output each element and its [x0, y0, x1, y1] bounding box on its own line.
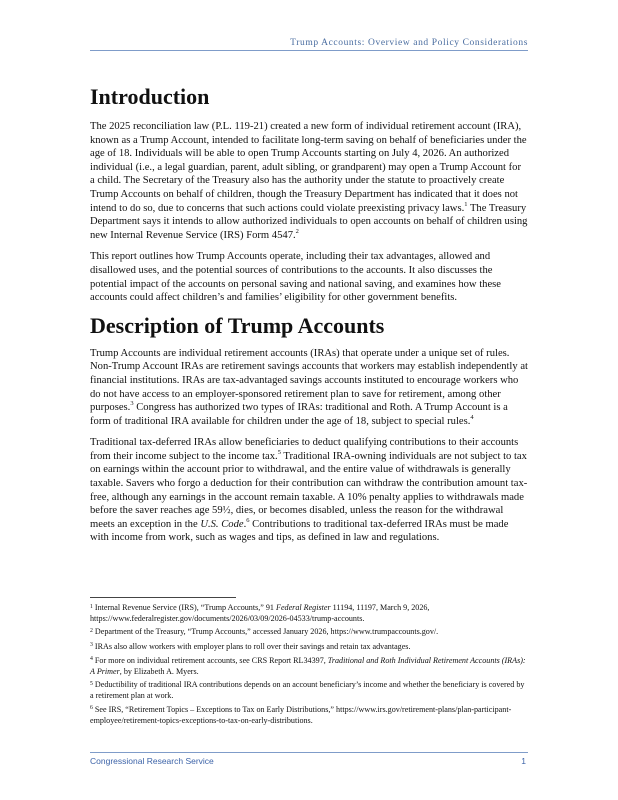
footnote-number: 2 — [90, 628, 93, 635]
intro-p1-text-a: The 2025 reconciliation law (P.L. 119-21) created a new form of individual retirement account (IRA), known as a Trump Account, intended to facilitate long-term saving on behalf of beneficiaries under the age of 18. Individuals will be able to open Trump Accounts starting on July 4, 2026. An authorized individual (i.e., a legal guardian, parent, adult sibling, or grandparent) may open a Trump Account for a child. The Secretary of the Treasury also has the authority under the statute to proactively create Trump Accounts on behalf of children, though the Treasury Department has indicated that it does not intend to do so, due to concerns that such actions could violate preexisting privacy laws. — [90, 121, 527, 214]
description-paragraph-1 — [90, 347, 528, 429]
desc-p1-text-a: Trump Accounts are individual retirement accounts (IRAs) that operate under a unique set of rules. Non-Trump Account IRAs are retirement savings accounts that workers may establish independently at financial institutions. IRAs are tax-advantaged savings accounts instituted to encourage workers who do not have access to an employer-sponsored retirement plan to save for retirement, among other purposes. — [90, 347, 528, 414]
footnote-number: 6 — [90, 705, 93, 712]
header-rule — [90, 50, 528, 51]
footnote-2 — [90, 627, 528, 638]
footnote-text: For more on individual retirement accounts, see CRS Report RL34397, — [94, 655, 328, 665]
footnote-ref-6[interactable]: 6 — [246, 516, 250, 524]
footnote-number: 1 — [90, 603, 93, 610]
footnote-italic-text: Traditional and Roth Individual Retirement Accounts (IRAs): A Primer — [90, 655, 526, 677]
report-body — [90, 84, 528, 545]
footnote-5 — [90, 680, 528, 701]
footnote-ref-5[interactable]: 5 — [277, 448, 281, 456]
footnote-text: Internal Revenue Service (IRS), “Trump Accounts,” 91 — [94, 603, 276, 612]
footnote-text: IRAs also allow workers with employer plans to roll over their savings and retain tax advantages. — [94, 641, 411, 651]
desc-p2-text-b: Traditional IRA-owning individuals are not subject to tax on earnings within the account prior to withdrawal, and the entire value of withdrawals is generally taxable. Savers who forgo a deduction for their contribution can withdraw the contribution amount tax-free, although any earnings in the account remain taxable. A 10% penalty applies to withdrawals made before the saver reaches age 59½, dies, or becomes disabled, unless the reason for the withdrawal meets an exception in the — [90, 450, 528, 530]
intro-p1-text-b: The Treasury Department says it intends to allow authorized individuals to open accounts on behalf of children using new Internal Revenue Service (IRS) Form 4547. — [90, 202, 528, 241]
footnote-text: , by Elizabeth A. Myers. — [119, 667, 199, 677]
footnotes — [90, 603, 528, 729]
footnote-italic-text: Federal Register — [276, 603, 331, 612]
description-paragraph-2 — [90, 436, 528, 545]
desc-p2-text-c: . — [243, 518, 247, 530]
footnote-number: 4 — [90, 656, 93, 663]
running-header: Trump Accounts: Overview and Policy Considerations — [290, 38, 528, 48]
us-code-citation: U.S. Code — [200, 518, 244, 530]
heading-introduction: Introduction — [90, 84, 210, 109]
footnote-number: 3 — [90, 642, 93, 649]
footnote-text: Department of the Treasury, “Trump Accounts,” accessed January 2026, https://www.trumpaccounts.gov/. — [94, 627, 439, 637]
footnote-6 — [90, 705, 528, 726]
footnote-1 — [90, 603, 528, 624]
page-number: 1 — [521, 756, 526, 766]
footnote-text: 11194, 11197, March 9, 2026, https://www.federalregister.gov/documents/2026/03/09/2026-04533/trump-accounts. — [90, 603, 430, 624]
footnote-separator — [90, 597, 236, 598]
desc-p2-text-a: Traditional tax-deferred IRAs allow beneficiaries to deduct qualifying contributions to their accounts from their income subject to the income tax. — [90, 437, 519, 462]
footnote-text: Deductibility of traditional IRA contributions depends on an account beneficiary’s income and whether the beneficiary is covered by a retirement plan at work. — [90, 680, 525, 701]
footnote-text: See IRS, “Retirement Topics – Exceptions to Tax on Early Distributions,” https://www.irs.gov/retirement-plans/plan-participant-employee/retirement-topics-exceptions-to-tax-on-early-distributions. — [90, 704, 512, 725]
heading-description: Description of Trump Accounts — [90, 312, 385, 338]
desc-p2-text-d: Contributions to traditional tax-deferred IRAs must be made with income from work, such as wages and tips, as defined in law and regulations. — [90, 518, 509, 544]
footer-rule — [90, 752, 528, 753]
footnote-number: 5 — [90, 680, 93, 687]
footnote-ref-2[interactable]: 2 — [295, 227, 299, 235]
footnote-ref-4[interactable]: 4 — [470, 413, 474, 421]
footnote-ref-1[interactable]: 1 — [464, 200, 468, 208]
desc-p1-text-b: Congress has authorized two types of IRAs: traditional and Roth. A Trump Account is a form of traditional IRA available for children under the age of 18, subject to special rules. — [90, 402, 508, 427]
footnote-4 — [90, 656, 528, 677]
footnote-3 — [90, 642, 528, 653]
footer-organization: Congressional Research Service — [90, 756, 214, 766]
intro-paragraph-1 — [90, 120, 528, 242]
intro-paragraph-2: This report outlines how Trump Accounts operate, including their tax advantages, allowed and disallowed uses, and the potential sources of contributions to the accounts. It also discusses the potential impact of the accounts on personal saving and national saving, and examines how these accounts could affect children’s and families’ eligibility for other government benefits. — [90, 251, 501, 304]
footnote-ref-3[interactable]: 3 — [130, 400, 134, 408]
